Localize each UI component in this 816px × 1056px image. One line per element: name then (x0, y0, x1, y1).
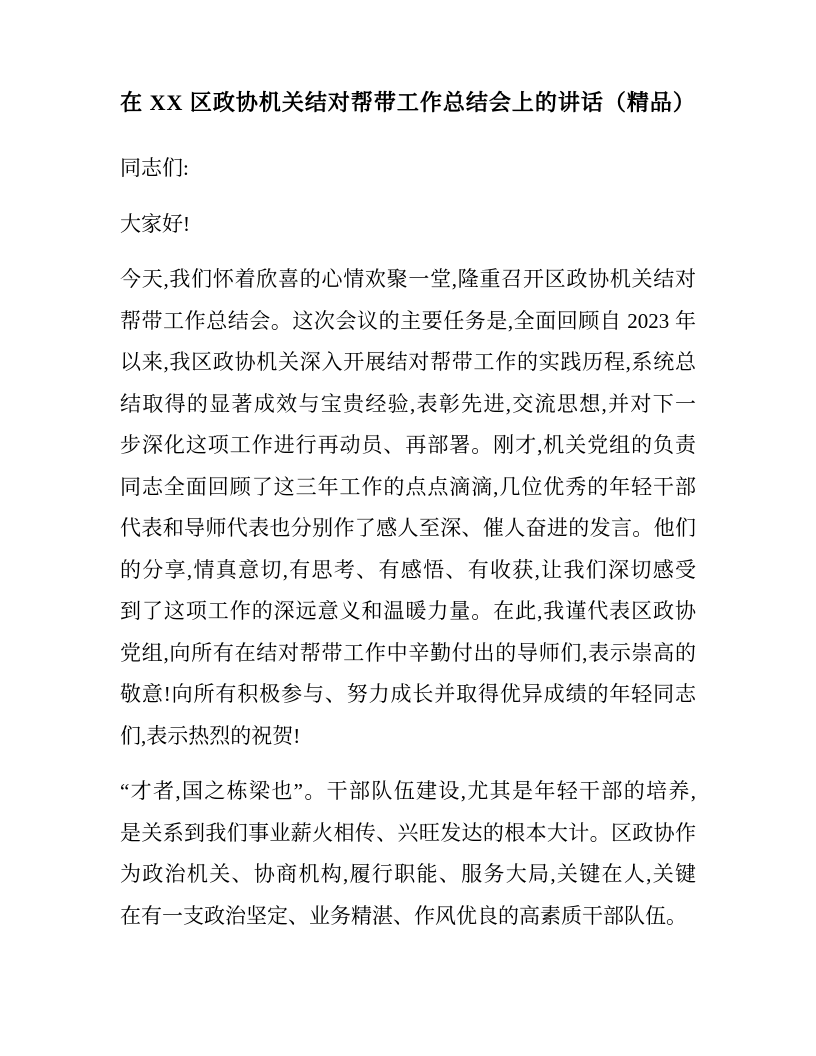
text-line: “才者,国之栋梁也”。干部队伍建设,尤其是年轻干部的培养, (120, 779, 696, 803)
text-line: 同志全面回顾了这三年工作的点点滴滴,几位优秀的年轻干部 (120, 474, 696, 499)
text-line: 代表和导师代表也分别作了感人至深、催人奋进的发言。他们 (120, 516, 696, 540)
paragraph-salutation (120, 148, 696, 190)
document-body (120, 148, 696, 937)
document-title: 在 XX 区政协机关结对帮带工作总结会上的讲话（精品） (120, 90, 696, 115)
text-line: 以来,我区政协机关深入开展结对帮带工作的实践历程,系统总 (120, 350, 696, 374)
text-line: 在有一支政治坚定、业务精湛、作风优良的高素质干部队伍。 (120, 903, 687, 928)
paragraph-greeting (120, 204, 696, 246)
paragraph-body-paragraph-1 (120, 259, 696, 757)
text-line: 敬意!向所有积极参与、努力成长并取得优异成绩的年轻同志 (120, 682, 696, 706)
text-line: 是关系到我们事业薪火相传、兴旺发达的根本大计。区政协作 (120, 820, 696, 845)
text-line: 为政治机关、协商机构,履行职能、服务大局,关键在人,关键 (120, 862, 696, 886)
text-line: 党组,向所有在结对帮带工作中辛勤付出的导师们,表示崇高的 (120, 640, 696, 665)
text-line: 今天,我们怀着欣喜的心情欢聚一堂,隆重召开区政协机关结对 (120, 267, 696, 291)
text-line: 结取得的显著成效与宝贵经验,表彰先进,交流思想,并对下一 (120, 391, 696, 416)
text-line: 的分享,情真意切,有思考、有感悟、有收获,让我们深切感受 (120, 557, 696, 582)
text-line: 帮带工作总结会。这次会议的主要任务是,全面回顾自 2023 年 (120, 308, 696, 333)
text-line: 们,表示热烈的祝贺! (120, 723, 301, 748)
text-line: 大家好! (120, 211, 190, 236)
text-line: 同志们: (120, 156, 189, 180)
paragraph-body-paragraph-2 (120, 771, 696, 937)
text-line: 步深化这项工作进行再动员、再部署。刚才,机关党组的负责 (120, 433, 696, 457)
text-line: 到了这项工作的深远意义和温暖力量。在此,我谨代表区政协 (120, 599, 696, 623)
